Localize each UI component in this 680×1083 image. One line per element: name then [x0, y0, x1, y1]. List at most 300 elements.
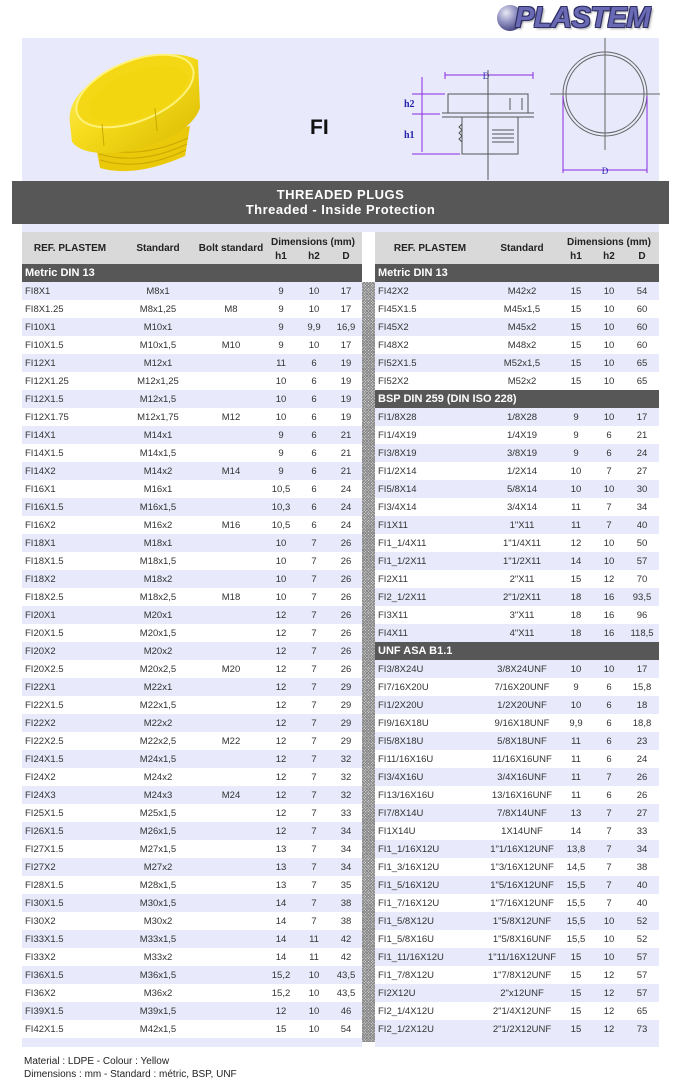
- table-row: [22, 966, 362, 984]
- table-row: [375, 354, 659, 372]
- cell-ref: FI27X2: [22, 858, 118, 876]
- cell-h2: 7: [593, 768, 625, 786]
- cell-ref: FI16X1.5: [22, 498, 118, 516]
- cell-d: 43,5: [330, 984, 362, 1002]
- cell-standard: M22x1: [118, 678, 198, 696]
- cell-standard: M18x1: [118, 534, 198, 552]
- table-bottom-filler: [375, 1038, 659, 1047]
- col-header-d: D: [330, 248, 362, 264]
- cell-h1: 10,5: [264, 516, 298, 534]
- table-row: [375, 606, 659, 624]
- table-row: [375, 804, 659, 822]
- cell-ref: FI18X2.5: [22, 588, 118, 606]
- cell-standard: M16x2: [118, 516, 198, 534]
- cell-h2: 10: [593, 948, 625, 966]
- top-view-drawing-icon: [550, 38, 660, 181]
- cell-bolt: M22: [198, 732, 264, 750]
- table-row: [22, 336, 362, 354]
- cell-d: 26: [625, 768, 659, 786]
- cell-standard: M30x1,5: [118, 894, 198, 912]
- cell-ref: FI33X2: [22, 948, 118, 966]
- table-row: [22, 750, 362, 768]
- cell-d: 38: [330, 894, 362, 912]
- table-row: [375, 732, 659, 750]
- cell-h1: 11: [559, 768, 593, 786]
- cell-d: 32: [330, 786, 362, 804]
- table-row: [22, 588, 362, 606]
- cell-ref: FI1/8X28: [375, 408, 485, 426]
- cell-d: 24: [330, 480, 362, 498]
- cell-ref: FI14X1.5: [22, 444, 118, 462]
- cell-h1: 9: [559, 444, 593, 462]
- cell-bolt: [198, 444, 264, 462]
- table-row: [375, 858, 659, 876]
- cell-h2: 7: [298, 894, 330, 912]
- cell-d: 93,5: [625, 588, 659, 606]
- cell-h2: 7: [298, 660, 330, 678]
- table-row: [22, 498, 362, 516]
- table-row: [22, 516, 362, 534]
- cell-standard: 1"7/8X12UNF: [485, 966, 559, 984]
- cell-standard: M52x2: [485, 372, 559, 390]
- cell-bolt: M12: [198, 408, 264, 426]
- cell-h1: 10: [264, 534, 298, 552]
- cell-h1: 12: [264, 624, 298, 642]
- cell-standard: M22x1,5: [118, 696, 198, 714]
- cell-standard: 5/8X18UNF: [485, 732, 559, 750]
- cell-h2: 6: [298, 390, 330, 408]
- cell-h1: 15: [559, 300, 593, 318]
- cell-h2: 6: [593, 714, 625, 732]
- cell-bolt: [198, 966, 264, 984]
- cell-h2: 10: [593, 552, 625, 570]
- cell-standard: M25x1,5: [118, 804, 198, 822]
- cell-h2: 6: [593, 444, 625, 462]
- cell-standard: M48x2: [485, 336, 559, 354]
- cell-h1: 10: [559, 696, 593, 714]
- table-row: [375, 948, 659, 966]
- cell-h1: 9,9: [559, 714, 593, 732]
- cell-ref: FI12X1.75: [22, 408, 118, 426]
- cell-ref: FI36X1.5: [22, 966, 118, 984]
- table-row: [375, 1002, 659, 1020]
- cell-bolt: [198, 948, 264, 966]
- cell-h1: 14: [264, 948, 298, 966]
- cell-bolt: [198, 984, 264, 1002]
- table-row: [22, 912, 362, 930]
- cell-d: 24: [625, 444, 659, 462]
- cell-d: 65: [625, 354, 659, 372]
- cell-d: 57: [625, 552, 659, 570]
- cell-bolt: [198, 1020, 264, 1038]
- cell-d: 15,8: [625, 678, 659, 696]
- table-row: [375, 840, 659, 858]
- table-row: [22, 786, 362, 804]
- cell-d: 70: [625, 570, 659, 588]
- cell-d: 27: [625, 804, 659, 822]
- cell-h1: 9: [264, 336, 298, 354]
- table-row: [22, 696, 362, 714]
- cell-d: 17: [625, 408, 659, 426]
- table-row: [375, 480, 659, 498]
- cell-h1: 14: [264, 930, 298, 948]
- table-row: [375, 318, 659, 336]
- cell-bolt: M20: [198, 660, 264, 678]
- cell-h2: 10: [593, 480, 625, 498]
- title-banner: [12, 181, 669, 224]
- cell-ref: FI18X2: [22, 570, 118, 588]
- cell-h1: 15,5: [559, 876, 593, 894]
- cell-h2: 10: [593, 408, 625, 426]
- cell-bolt: M10: [198, 336, 264, 354]
- cell-d: 40: [625, 894, 659, 912]
- cell-d: 32: [330, 768, 362, 786]
- cell-d: 26: [330, 534, 362, 552]
- cell-ref: FI14X1: [22, 426, 118, 444]
- cell-standard: 3/8X24UNF: [485, 660, 559, 678]
- cell-ref: FI10X1: [22, 318, 118, 336]
- cell-standard: 7/16X20UNF: [485, 678, 559, 696]
- cell-standard: M42x2: [485, 282, 559, 300]
- cell-bolt: [198, 678, 264, 696]
- cell-h1: 15,5: [559, 894, 593, 912]
- table-row: [22, 768, 362, 786]
- cell-h1: 12: [264, 642, 298, 660]
- cell-d: 43,5: [330, 966, 362, 984]
- cell-h1: 10,3: [264, 498, 298, 516]
- cell-h2: 7: [298, 912, 330, 930]
- cell-h1: 18: [559, 624, 593, 642]
- cell-h1: 15: [559, 318, 593, 336]
- cell-h1: 9: [264, 426, 298, 444]
- cell-h2: 7: [593, 876, 625, 894]
- cell-bolt: M24: [198, 786, 264, 804]
- cell-h1: 15: [559, 1020, 593, 1038]
- cell-bolt: [198, 534, 264, 552]
- cell-h2: 6: [593, 696, 625, 714]
- cell-h1: 10: [264, 372, 298, 390]
- cell-ref: FI1/2X14: [375, 462, 485, 480]
- cell-d: 46: [330, 1002, 362, 1020]
- cell-h2: 6: [593, 678, 625, 696]
- plastem-logo: [497, 2, 650, 34]
- table-row: [375, 588, 659, 606]
- cell-standard: M39x1,5: [118, 1002, 198, 1020]
- cell-d: 32: [330, 750, 362, 768]
- cell-ref: FI7/8X14U: [375, 804, 485, 822]
- col-header-dimensions: Dimensions (mm): [559, 232, 659, 248]
- logo-wordmark: PLASTEM: [515, 1, 651, 34]
- cell-d: 34: [330, 858, 362, 876]
- cell-ref: FI20X1: [22, 606, 118, 624]
- cell-h1: 15: [559, 570, 593, 588]
- cell-ref: FI12X1.25: [22, 372, 118, 390]
- cell-h2: 7: [593, 840, 625, 858]
- cell-bolt: [198, 750, 264, 768]
- cell-bolt: [198, 1002, 264, 1020]
- cell-ref: FI22X1: [22, 678, 118, 696]
- column-separator-hatch: [362, 282, 375, 1042]
- cell-h1: 11: [264, 354, 298, 372]
- cell-ref: FI1X14U: [375, 822, 485, 840]
- cell-standard: 1"5/16X12UNF: [485, 876, 559, 894]
- cell-d: 30: [625, 480, 659, 498]
- cell-standard: M12x1,75: [118, 408, 198, 426]
- cell-ref: FI30X2: [22, 912, 118, 930]
- table-row: [375, 714, 659, 732]
- cell-d: 21: [330, 426, 362, 444]
- table-row: [22, 894, 362, 912]
- cell-bolt: [198, 876, 264, 894]
- metric-table-left: [22, 232, 362, 1047]
- cell-standard: M26x1,5: [118, 822, 198, 840]
- cell-d: 96: [625, 606, 659, 624]
- cell-d: 38: [330, 912, 362, 930]
- cell-bolt: [198, 480, 264, 498]
- cell-h1: 10: [264, 552, 298, 570]
- table-row: [375, 876, 659, 894]
- cell-ref: FI42X2: [375, 282, 485, 300]
- cell-standard: M24x2: [118, 768, 198, 786]
- cell-h1: 12: [264, 660, 298, 678]
- table-row: [22, 570, 362, 588]
- cell-h1: 12: [264, 786, 298, 804]
- cell-bolt: M14: [198, 462, 264, 480]
- cell-standard: 2"X11: [485, 570, 559, 588]
- cell-h2: 7: [298, 840, 330, 858]
- cell-h2: 10: [298, 282, 330, 300]
- table-row: [375, 372, 659, 390]
- cell-ref: FI3X11: [375, 606, 485, 624]
- cell-h1: 11: [559, 498, 593, 516]
- cell-h1: 18: [559, 606, 593, 624]
- cell-h1: 15: [559, 282, 593, 300]
- cell-d: 60: [625, 318, 659, 336]
- table-row: [375, 462, 659, 480]
- cell-h1: 15: [559, 372, 593, 390]
- cell-ref: FI48X2: [375, 336, 485, 354]
- cell-standard: M20x2,5: [118, 660, 198, 678]
- cell-standard: M33x1,5: [118, 930, 198, 948]
- cell-h2: 7: [298, 858, 330, 876]
- cell-standard: 1"X11: [485, 516, 559, 534]
- cell-d: 19: [330, 408, 362, 426]
- cell-h2: 7: [593, 462, 625, 480]
- table-row: [22, 372, 362, 390]
- cell-d: 26: [330, 552, 362, 570]
- cell-ref: FI24X1.5: [22, 750, 118, 768]
- cell-bolt: M18: [198, 588, 264, 606]
- cell-ref: FI18X1.5: [22, 552, 118, 570]
- cell-standard: 2"1/4X12UNF: [485, 1002, 559, 1020]
- table-row: [375, 984, 659, 1002]
- cell-h2: 7: [593, 498, 625, 516]
- cell-d: 34: [625, 840, 659, 858]
- cell-standard: M14x1,5: [118, 444, 198, 462]
- cell-d: 52: [625, 930, 659, 948]
- cell-h2: 7: [298, 714, 330, 732]
- cell-standard: 1"11/16X12UNF: [485, 948, 559, 966]
- cell-h2: 7: [298, 768, 330, 786]
- cell-standard: M16x1: [118, 480, 198, 498]
- cell-h1: 9: [264, 318, 298, 336]
- side-section-drawing-icon: [400, 42, 550, 180]
- cell-standard: 5/8X14: [485, 480, 559, 498]
- table-row: [375, 966, 659, 984]
- col-header-d: D: [625, 248, 659, 264]
- cell-d: 42: [330, 948, 362, 966]
- cell-bolt: [198, 498, 264, 516]
- cell-standard: 1X14UNF: [485, 822, 559, 840]
- cell-d: 24: [330, 516, 362, 534]
- cell-standard: 2"1/2X12UNF: [485, 1020, 559, 1038]
- cell-standard: 3/4X14: [485, 498, 559, 516]
- cell-h2: 6: [593, 750, 625, 768]
- table-row: [22, 678, 362, 696]
- cell-ref: FI27X1.5: [22, 840, 118, 858]
- cell-h1: 15: [559, 984, 593, 1002]
- cell-h1: 12: [264, 768, 298, 786]
- cell-h2: 7: [298, 696, 330, 714]
- spec-footnote: [24, 1055, 237, 1081]
- cell-h2: 10: [593, 930, 625, 948]
- cell-standard: M22x2: [118, 714, 198, 732]
- filler-cell: [375, 1038, 659, 1047]
- model-code: FI: [310, 116, 329, 139]
- cell-d: 65: [625, 372, 659, 390]
- cell-d: 52: [625, 912, 659, 930]
- cell-ref: FI22X2: [22, 714, 118, 732]
- cell-ref: FI3/8X19: [375, 444, 485, 462]
- cell-h2: 7: [298, 606, 330, 624]
- cell-h2: 10: [298, 1020, 330, 1038]
- table-row: [22, 984, 362, 1002]
- table-row: [375, 498, 659, 516]
- cell-standard: 2"x12UNF: [485, 984, 559, 1002]
- cell-h2: 7: [593, 894, 625, 912]
- cell-ref: FI22X1.5: [22, 696, 118, 714]
- table-row: [375, 336, 659, 354]
- cell-ref: FI45X2: [375, 318, 485, 336]
- cell-ref: FI1_5/8X16U: [375, 930, 485, 948]
- table-row: [375, 570, 659, 588]
- cell-d: 16,9: [330, 318, 362, 336]
- table-row: [375, 660, 659, 678]
- cell-ref: FI20X1.5: [22, 624, 118, 642]
- cell-h2: 10: [298, 336, 330, 354]
- cell-h1: 15: [559, 948, 593, 966]
- banner-title: THREADED PLUGS: [276, 187, 405, 202]
- banner-spacer: [22, 224, 659, 232]
- cell-ref: FI1_1/16X12U: [375, 840, 485, 858]
- cell-h2: 7: [298, 552, 330, 570]
- cell-standard: M30x2: [118, 912, 198, 930]
- table-row: [22, 282, 362, 300]
- cell-ref: FI1_1/2X11: [375, 552, 485, 570]
- col-header-ref: REF. PLASTEM: [375, 232, 485, 264]
- cell-h1: 9: [559, 426, 593, 444]
- cell-standard: M12x1: [118, 354, 198, 372]
- cell-bolt: [198, 282, 264, 300]
- cell-standard: 1"5/8X16UNF: [485, 930, 559, 948]
- cell-ref: FI1/4X19: [375, 426, 485, 444]
- cell-standard: M18x2: [118, 570, 198, 588]
- cell-h2: 6: [298, 444, 330, 462]
- cell-ref: FI26X1.5: [22, 822, 118, 840]
- cell-h1: 10: [264, 588, 298, 606]
- cell-h1: 9: [264, 282, 298, 300]
- cell-d: 17: [625, 660, 659, 678]
- cell-standard: M18x1,5: [118, 552, 198, 570]
- cell-standard: M24x3: [118, 786, 198, 804]
- cell-h2: 6: [298, 516, 330, 534]
- cell-ref: FI45X1.5: [375, 300, 485, 318]
- col-header-h1: h1: [264, 248, 298, 264]
- svg-text:h2: h2: [404, 99, 415, 110]
- table-row: [22, 390, 362, 408]
- table-row: [375, 696, 659, 714]
- cell-standard: M42x1,5: [118, 1020, 198, 1038]
- cell-ref: FI3/8X24U: [375, 660, 485, 678]
- cell-h2: 7: [298, 804, 330, 822]
- cell-h2: 6: [593, 786, 625, 804]
- cell-h2: 12: [593, 1002, 625, 1020]
- cell-ref: FI1_7/8X12U: [375, 966, 485, 984]
- table-row: [22, 444, 362, 462]
- cell-ref: FI39X1.5: [22, 1002, 118, 1020]
- svg-text:D: D: [482, 71, 490, 81]
- cell-h1: 14: [559, 822, 593, 840]
- section-header-row: [22, 264, 362, 282]
- cell-standard: 13/16X16UNF: [485, 786, 559, 804]
- cell-h2: 12: [593, 570, 625, 588]
- cell-ref: FI1_5/16X12U: [375, 876, 485, 894]
- cell-d: 26: [330, 588, 362, 606]
- cell-h1: 12: [559, 534, 593, 552]
- table-row: [375, 552, 659, 570]
- table-row: [22, 552, 362, 570]
- cell-h1: 9: [264, 300, 298, 318]
- cell-h1: 12: [264, 606, 298, 624]
- cell-standard: M36x1,5: [118, 966, 198, 984]
- table-row: [375, 894, 659, 912]
- cell-d: 57: [625, 948, 659, 966]
- cell-d: 57: [625, 966, 659, 984]
- col-header-bolt: Bolt standard: [198, 232, 264, 264]
- cell-standard: M20x2: [118, 642, 198, 660]
- cell-d: 40: [625, 876, 659, 894]
- table-row: [22, 1002, 362, 1020]
- cell-ref: FI1_7/16X12U: [375, 894, 485, 912]
- cell-standard: 9/16X18UNF: [485, 714, 559, 732]
- cell-standard: M45x1,5: [485, 300, 559, 318]
- table-row: [22, 1020, 362, 1038]
- cell-standard: M28x1,5: [118, 876, 198, 894]
- cell-h1: 11: [559, 516, 593, 534]
- cell-ref: FI8X1.25: [22, 300, 118, 318]
- cell-standard: 1/8X28: [485, 408, 559, 426]
- cell-d: 18,8: [625, 714, 659, 732]
- section-header-row: [375, 390, 659, 408]
- cell-h2: 10: [298, 966, 330, 984]
- cell-bolt: [198, 606, 264, 624]
- cell-d: 40: [625, 516, 659, 534]
- cell-standard: M14x2: [118, 462, 198, 480]
- cell-h2: 16: [593, 588, 625, 606]
- col-header-dimensions: Dimensions (mm): [264, 232, 362, 248]
- cell-h1: 15,5: [559, 912, 593, 930]
- cell-d: 19: [330, 372, 362, 390]
